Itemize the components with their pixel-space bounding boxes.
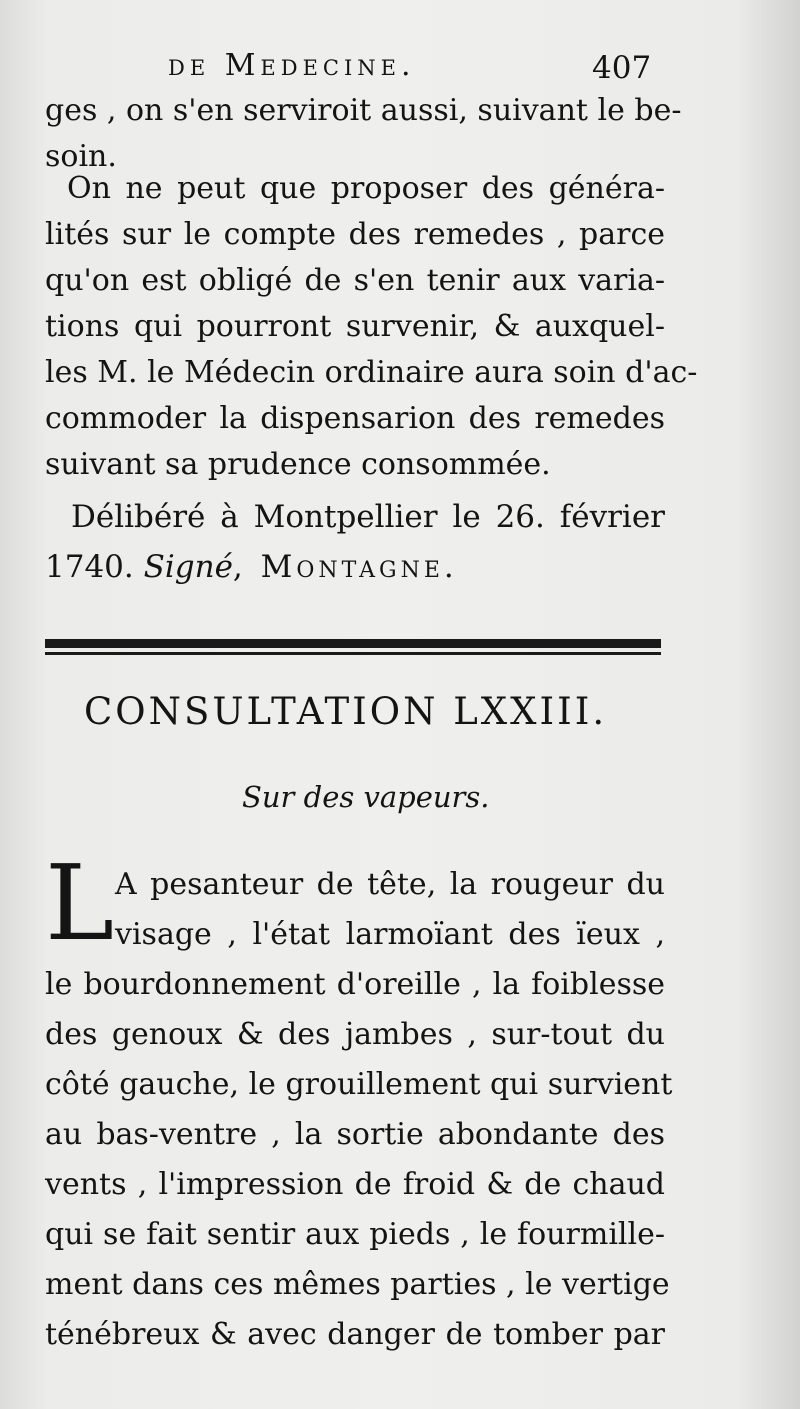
consultation-subheading: Sur des vapeurs. bbox=[242, 780, 490, 814]
text-line: le bourdonnement d'oreille , la foiblesse bbox=[45, 967, 665, 1002]
text-line: qui se fait sentir aux pieds , le fourmille- bbox=[45, 1217, 665, 1252]
section-divider-thick bbox=[45, 639, 661, 648]
page-number: 407 bbox=[592, 50, 652, 86]
running-head: de Medecine. bbox=[168, 48, 416, 83]
signature-year: 1740. bbox=[45, 549, 134, 585]
text-line: tions qui pourront survenir, & auxquel- bbox=[45, 309, 665, 344]
paragraph-remedies bbox=[45, 166, 698, 488]
text-line: ment dans ces mêmes parties , le vertige bbox=[45, 1267, 670, 1302]
text-line: A pesanteur de tête, la rougeur du bbox=[115, 867, 665, 902]
text-line: suivant sa prudence consommée. bbox=[45, 447, 551, 482]
text-line: lités sur le compte des remedes , parce bbox=[45, 217, 665, 252]
text-line: soin. bbox=[45, 139, 117, 174]
text-line: qu'on est obligé de s'en tenir aux varia- bbox=[45, 263, 665, 298]
text-line: ges , on s'en serviroit aussi, suivant le be- bbox=[45, 93, 682, 128]
text-line: commoder la dispensarion des remedes bbox=[45, 401, 665, 436]
paragraph-symptoms bbox=[45, 842, 673, 1360]
text-line: les M. le Médecin ordinaire aura soin d'ac- bbox=[45, 355, 698, 390]
signature-block bbox=[45, 492, 665, 592]
text-line: vents , l'impression de froid & de chaud bbox=[45, 1167, 665, 1202]
signature-label: Signé bbox=[143, 549, 233, 585]
consultation-heading: CONSULTATION LXXIII. bbox=[84, 690, 608, 733]
signature-line bbox=[45, 542, 665, 592]
text-line: au bas-ventre , la sortie abondante des bbox=[45, 1117, 665, 1152]
signature-author: , Montagne. bbox=[232, 549, 458, 585]
drop-cap: L bbox=[45, 842, 115, 964]
text-line: côté gauche, le grouillement qui survient bbox=[45, 1067, 673, 1102]
text-line: des genoux & des jambes , sur-tout du bbox=[45, 1017, 665, 1052]
text-line: ténébreux & avec danger de tomber par bbox=[45, 1317, 665, 1352]
text-line: visage , l'état larmoïant des ïeux , bbox=[115, 917, 665, 952]
section-divider-thin bbox=[45, 652, 661, 655]
text-line: On ne peut que proposer des généra- bbox=[67, 171, 665, 206]
signature-date-line: Délibéré à Montpellier le 26. février bbox=[71, 499, 665, 535]
